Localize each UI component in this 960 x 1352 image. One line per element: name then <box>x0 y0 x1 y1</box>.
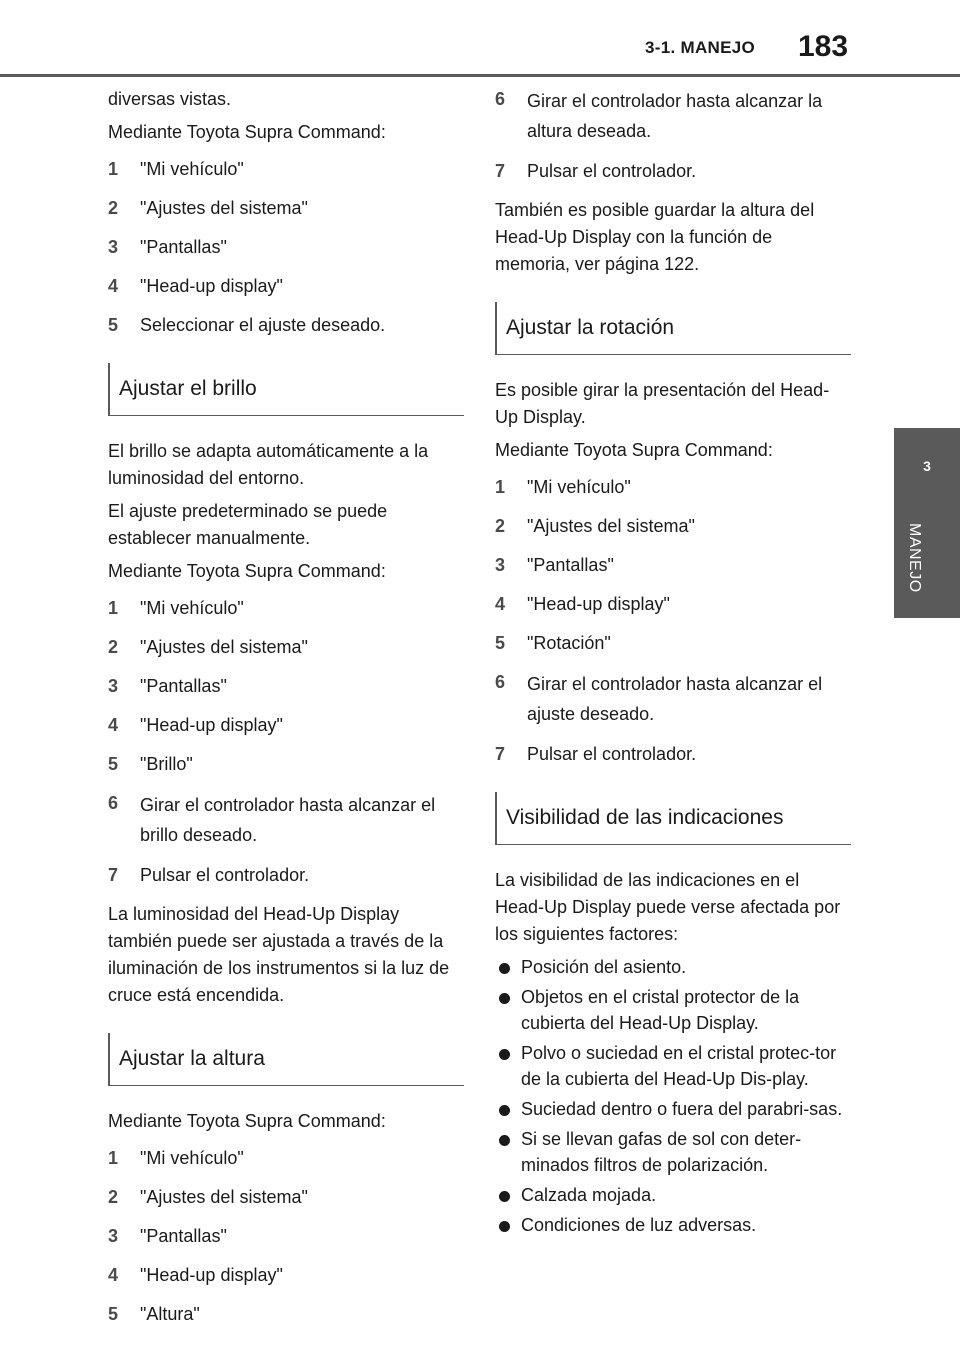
step-number: 4 <box>108 715 119 735</box>
step-number: 5 <box>495 633 506 653</box>
step-number: 2 <box>108 198 119 218</box>
step-number: 1 <box>108 598 119 618</box>
step-text: "Ajustes del sistema" <box>140 637 308 657</box>
step-text: "Pantallas" <box>140 676 227 696</box>
step-text: "Mi vehículo" <box>527 477 631 497</box>
step-item <box>108 862 464 889</box>
paragraph: La visibilidad de las indicaciones en el Head-Up Display puede verse afectada por los siguientes factores: <box>495 870 841 944</box>
step-item <box>108 712 464 739</box>
step-number: 6 <box>495 89 506 109</box>
chapter-tab-label-bar <box>894 508 960 618</box>
step-item <box>495 630 851 657</box>
step-number: 4 <box>495 594 506 614</box>
step-text: "Altura" <box>140 1304 200 1324</box>
bullet-item <box>495 1040 851 1092</box>
paragraph: El ajuste predeterminado se puede establecer manualmente. <box>108 501 388 548</box>
bullet-text: Si se llevan gafas de sol con deter-minados filtros de polarización. <box>521 1129 802 1175</box>
step-item <box>495 86 851 146</box>
step-number: 7 <box>495 744 506 764</box>
bullet-icon <box>499 1105 510 1116</box>
step-text: "Mi vehículo" <box>140 598 244 618</box>
step-number: 3 <box>108 676 119 696</box>
step-number: 3 <box>108 1226 119 1246</box>
step-item <box>495 474 851 501</box>
paragraph: Mediante Toyota Supra Command: <box>108 561 386 581</box>
bullet-icon <box>499 963 510 974</box>
step-item <box>495 669 851 729</box>
step-text: "Brillo" <box>140 754 193 774</box>
step-number: 5 <box>108 1304 119 1324</box>
bullet-item <box>495 1212 851 1238</box>
section-heading-rotacion <box>495 302 851 355</box>
step-item <box>108 1301 464 1328</box>
bullet-icon <box>499 1135 510 1146</box>
paragraph: La luminosidad del Head-Up Display también puede ser ajustada a través de la iluminación de los instrumentos si la luz de cruce está encendida. <box>108 904 450 1005</box>
step-text: "Mi vehículo" <box>140 1148 244 1168</box>
step-text: "Ajustes del sistema" <box>140 1187 308 1207</box>
step-number: 2 <box>108 1187 119 1207</box>
bullet-item <box>495 1096 851 1122</box>
step-item <box>108 1184 464 1211</box>
step-item <box>108 1145 464 1172</box>
step-text: "Rotación" <box>527 633 611 653</box>
step-item <box>108 595 464 622</box>
step-item <box>108 156 464 183</box>
paragraph: diversas vistas. <box>108 89 232 109</box>
step-number: 6 <box>495 672 506 692</box>
paragraph: El brillo se adapta automáticamente a la luminosidad del entorno. <box>108 441 429 488</box>
step-number: 3 <box>495 555 506 575</box>
step-item <box>108 195 464 222</box>
bullet-item <box>495 1126 851 1178</box>
bullet-text: Calzada mojada. <box>521 1185 657 1205</box>
bullet-text: Condiciones de luz adversas. <box>521 1215 757 1235</box>
step-text: "Head-up display" <box>140 1265 283 1285</box>
step-number: 6 <box>108 793 119 813</box>
page-number: 183 <box>798 30 849 63</box>
paragraph: Mediante Toyota Supra Command: <box>108 1111 386 1131</box>
paragraph: Mediante Toyota Supra Command: <box>495 440 773 460</box>
step-text: "Pantallas" <box>527 555 614 575</box>
chapter-tab <box>894 428 960 508</box>
section-heading-altura <box>108 1033 464 1086</box>
step-text: Girar el controlador hasta alcanzar el brillo deseado. <box>140 795 436 845</box>
step-item <box>495 552 851 579</box>
left-column <box>108 86 464 1340</box>
paragraph: Es posible girar la presentación del Head-Up Display. <box>495 380 830 427</box>
step-number: 4 <box>108 1265 119 1285</box>
step-text: "Ajustes del sistema" <box>527 516 695 536</box>
step-text: "Ajustes del sistema" <box>140 198 308 218</box>
step-item <box>108 790 464 850</box>
header-divider <box>0 74 960 77</box>
step-text: "Pantallas" <box>140 1226 227 1246</box>
bullet-item <box>495 1182 851 1208</box>
step-text: "Pantallas" <box>140 237 227 257</box>
step-number: 5 <box>108 754 119 774</box>
bullet-icon <box>499 993 510 1004</box>
bullet-text: Objetos en el cristal protector de la cubierta del Head-Up Display. <box>521 987 800 1033</box>
page-header <box>0 0 960 80</box>
step-text: Seleccionar el ajuste deseado. <box>140 315 386 335</box>
section-heading-text: Ajustar el brillo <box>119 377 257 400</box>
step-item <box>108 273 464 300</box>
step-text: Pulsar el controlador. <box>527 744 697 764</box>
step-item <box>108 234 464 261</box>
section-heading-text: Ajustar la rotación <box>506 316 675 339</box>
step-text: "Head-up display" <box>140 715 283 735</box>
section-heading-text: Visibilidad de las indicaciones <box>506 806 784 829</box>
bullet-icon <box>499 1049 510 1060</box>
step-text: "Mi vehículo" <box>140 159 244 179</box>
step-item <box>495 741 851 768</box>
bullet-icon <box>499 1221 510 1232</box>
bullet-text: Posición del asiento. <box>521 957 687 977</box>
step-number: 4 <box>108 276 119 296</box>
step-item <box>495 158 851 185</box>
bullet-item <box>495 984 851 1036</box>
step-number: 2 <box>495 516 506 536</box>
step-text: Pulsar el controlador. <box>527 161 697 181</box>
step-item <box>495 513 851 540</box>
bullet-text: Suciedad dentro o fuera del parabri-sas. <box>521 1099 843 1119</box>
step-number: 7 <box>495 161 506 181</box>
step-text: "Head-up display" <box>140 276 283 296</box>
paragraph: También es posible guardar la altura del Head-Up Display con la función de memoria, ver página 122. <box>495 200 815 274</box>
chapter-number: 3 <box>923 458 931 474</box>
step-number: 1 <box>495 477 506 497</box>
step-text: "Head-up display" <box>527 594 670 614</box>
chapter-label: MANEJO <box>906 523 923 593</box>
step-text: Pulsar el controlador. <box>140 865 310 885</box>
header-section-title: 3-1. MANEJO <box>645 38 756 57</box>
step-item <box>108 751 464 778</box>
step-item <box>108 312 464 339</box>
step-text: Girar el controlador hasta alcanzar la altura deseada. <box>527 91 823 141</box>
step-number: 5 <box>108 315 119 335</box>
bullet-item <box>495 954 851 980</box>
step-number: 3 <box>108 237 119 257</box>
step-number: 1 <box>108 1148 119 1168</box>
step-item <box>108 1262 464 1289</box>
step-item <box>108 634 464 661</box>
step-item <box>495 591 851 618</box>
step-item <box>108 1223 464 1250</box>
section-heading-brillo <box>108 363 464 416</box>
section-heading-text: Ajustar la altura <box>119 1047 265 1070</box>
paragraph: Mediante Toyota Supra Command: <box>108 122 386 142</box>
step-item <box>108 673 464 700</box>
step-number: 7 <box>108 865 119 885</box>
bullet-icon <box>499 1191 510 1202</box>
bullet-text: Polvo o suciedad en el cristal protec-tor de la cubierta del Head-Up Dis-play. <box>521 1043 837 1089</box>
step-number: 2 <box>108 637 119 657</box>
step-text: Girar el controlador hasta alcanzar el ajuste deseado. <box>527 674 823 724</box>
step-number: 1 <box>108 159 119 179</box>
section-heading-visibilidad <box>495 792 851 845</box>
right-column <box>495 86 851 1242</box>
